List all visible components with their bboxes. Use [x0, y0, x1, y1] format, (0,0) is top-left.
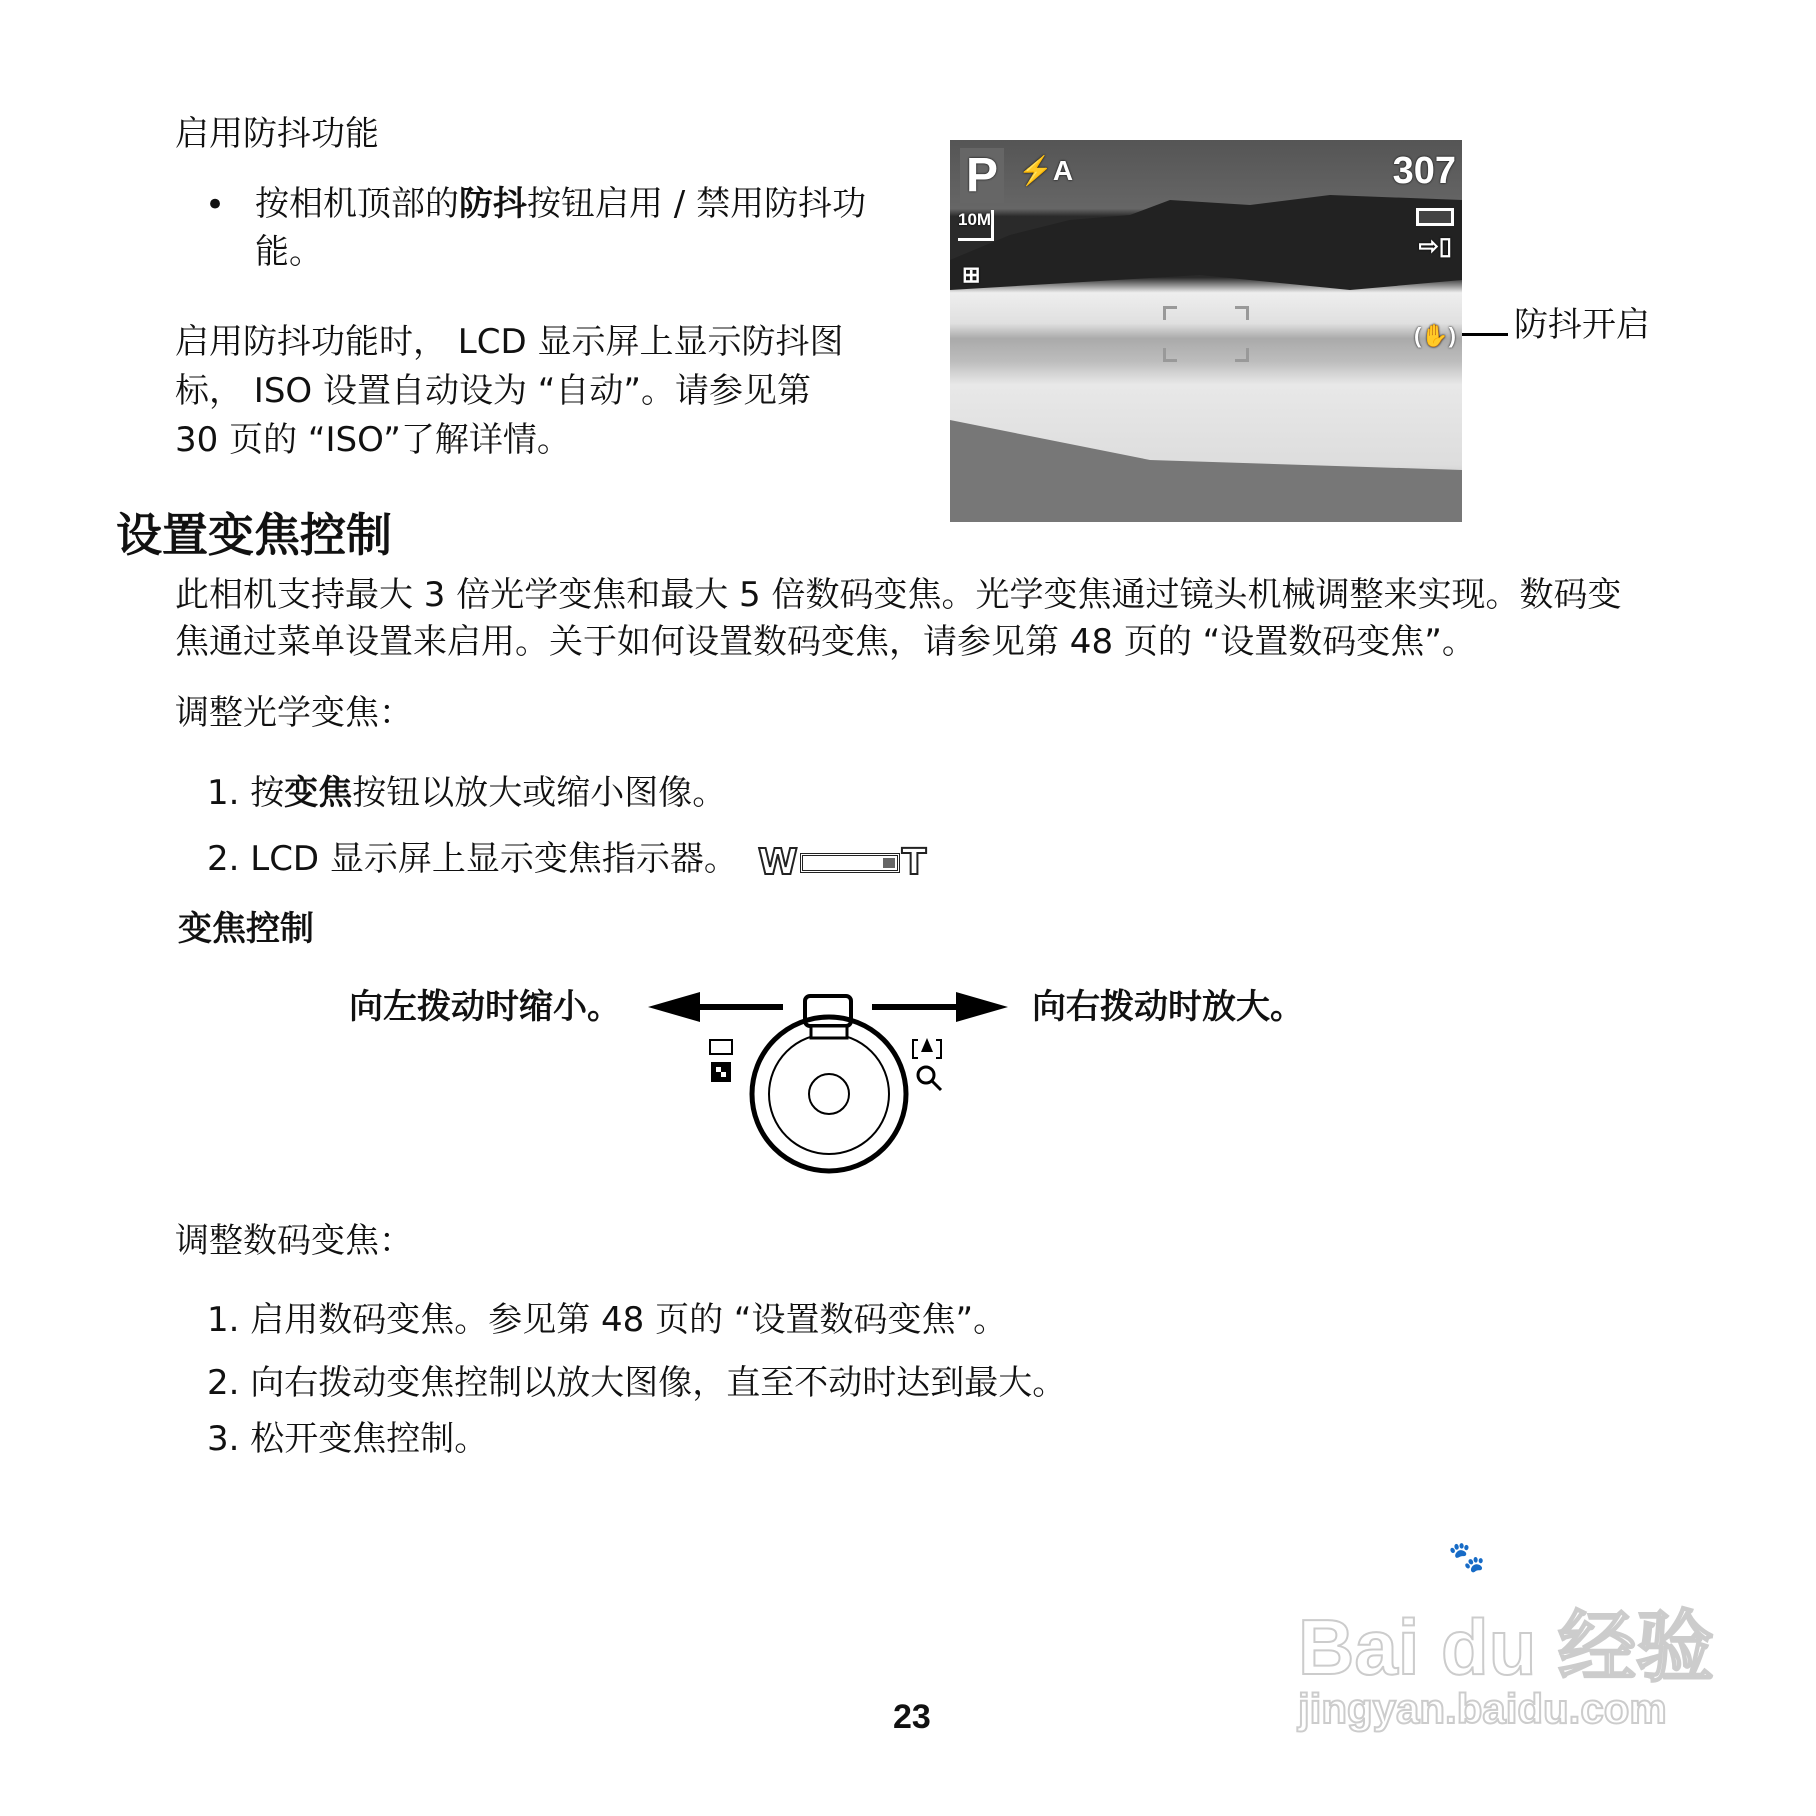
list-item: 2. LCD 显示屏上显示变焦指示器。	[207, 839, 738, 879]
list-item: 3. 松开变焦控制。	[207, 1419, 489, 1459]
para-line: 此相机支持最大 3 倍光学变焦和最大 5 倍数码变焦。光学变焦通过镜头机械调整来实现。数码变	[175, 575, 1622, 615]
callout-line	[1462, 333, 1508, 336]
list-item: 1. 启用数码变焦。参见第 48 页的 “设置数码变焦”。	[207, 1300, 1008, 1340]
bullet-dot: •	[205, 185, 226, 225]
focus-bracket	[1235, 306, 1249, 320]
text: 按相机顶部的	[255, 184, 459, 224]
text: 按钮启用 / 禁用防抖功	[527, 184, 867, 224]
mode-indicator: P	[960, 148, 1004, 203]
subheading-bold: 变焦控制	[178, 909, 314, 949]
callout-label: 防抖开启	[1514, 305, 1650, 345]
metering-icon: ⊞	[962, 262, 981, 287]
zoom-bar	[800, 853, 900, 873]
section-title: 启用防抖功能	[175, 114, 379, 154]
focus-bracket	[1163, 306, 1177, 320]
tele-icon	[913, 1038, 941, 1090]
landscape-image	[950, 140, 1462, 522]
right-label: 向右拨动时放大。	[1032, 987, 1304, 1027]
wide-label: W	[758, 842, 798, 883]
list-item	[207, 773, 727, 813]
dial-outer	[752, 1017, 906, 1171]
para-line: 焦通过菜单设置来启用。关于如何设置数码变焦，请参见第 48 页的 “设置数码变焦”。	[175, 622, 1476, 662]
page-number: 23	[893, 1698, 931, 1736]
text: 1. 按	[207, 773, 285, 813]
bold-text: 变焦	[284, 773, 353, 813]
shots-remaining: 307	[1392, 150, 1456, 192]
bullet-text-line2: 能。	[255, 232, 323, 272]
text: 按钮以放大或缩小图像。	[352, 773, 727, 813]
paw-logo: 🐾	[1448, 1541, 1486, 1574]
watermark-brand: Bai du 经验	[1298, 1603, 1715, 1691]
list-item: 2. 向右拨动变焦控制以放大图像，直至不动时达到最大。	[207, 1363, 1067, 1403]
zoom-indicator-icon	[758, 842, 926, 883]
anti-shake-icon: (✋)	[1413, 323, 1456, 348]
focus-bracket	[1163, 348, 1177, 362]
section-heading: 设置变焦控制	[116, 508, 392, 562]
left-label: 向左拨动时缩小。	[349, 987, 621, 1027]
subheading: 调整光学变焦：	[175, 693, 413, 733]
wide-icon	[710, 1040, 732, 1082]
baidu-watermark	[1298, 1540, 1718, 1750]
shutter-button	[809, 1074, 849, 1114]
bold-text: 防抖	[459, 184, 527, 224]
dial-inner	[769, 1034, 889, 1154]
para-line: 标， ISO 设置自动设为 “自动”。请参见第	[175, 371, 812, 411]
flash-icon: ⚡A	[1018, 155, 1074, 186]
right-arrow-icon	[872, 992, 1008, 1022]
watermark-url: jingyan.baidu.com	[1298, 1685, 1667, 1732]
lever-tab	[805, 996, 851, 1026]
left-arrow-icon	[648, 992, 783, 1022]
zoom-level	[883, 858, 895, 868]
memory-card-icon: ⇨▯	[1418, 233, 1452, 260]
bullet-text	[255, 184, 867, 224]
para-line: 启用防抖功能时， LCD 显示屏上显示防抖图	[175, 322, 844, 362]
subheading: 调整数码变焦：	[175, 1221, 413, 1261]
para-line: 30 页的 “ISO”了解详情。	[175, 420, 571, 460]
zoom-lever-diagram	[640, 990, 1020, 1180]
tele-label: T	[901, 842, 927, 883]
battery-icon	[1416, 208, 1454, 226]
resolution-icon: 10M	[958, 210, 994, 241]
focus-bracket	[1235, 348, 1249, 362]
lcd-preview	[950, 140, 1462, 522]
